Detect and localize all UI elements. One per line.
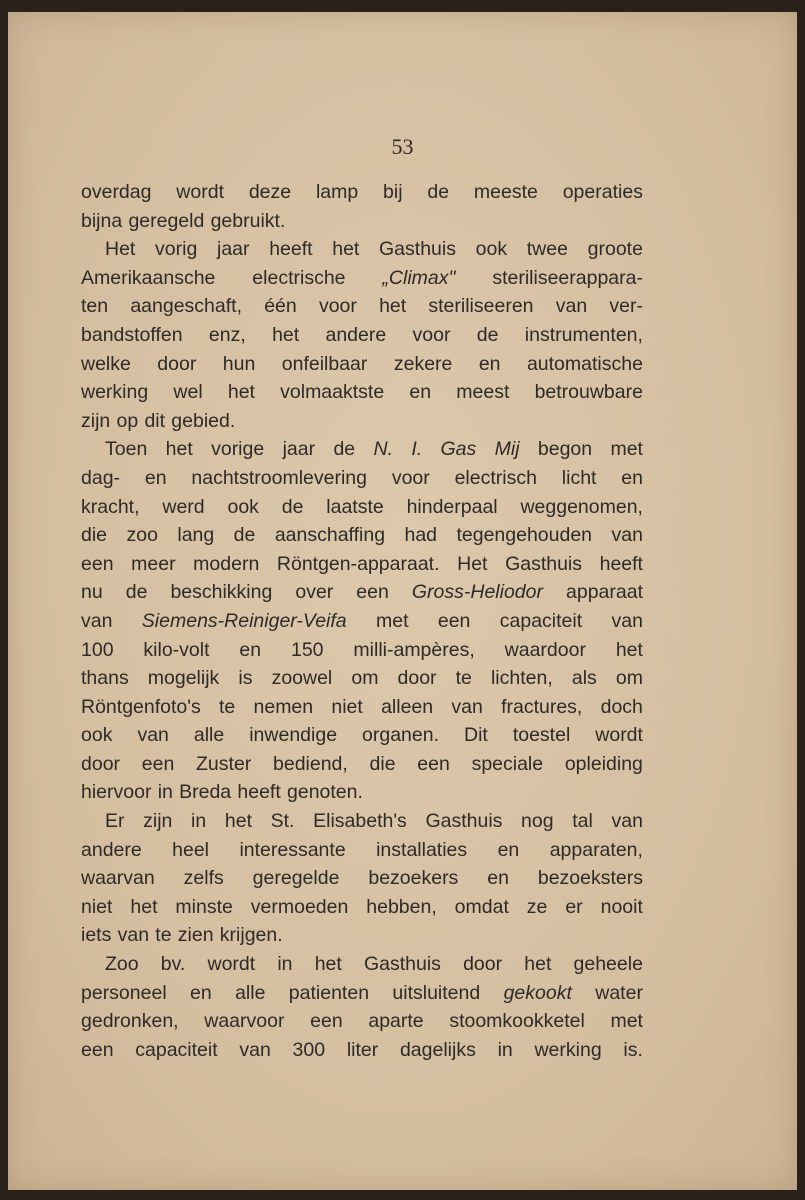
word: om xyxy=(615,667,643,690)
word: bezoekers xyxy=(368,867,459,890)
word: van xyxy=(555,295,588,318)
word: Zoo xyxy=(105,953,139,976)
word: zoo xyxy=(126,524,158,547)
paragraph xyxy=(81,807,643,950)
word: Amerikaansche xyxy=(81,266,216,289)
word: fractures, xyxy=(501,695,583,718)
text-line xyxy=(81,493,643,522)
word: jaar xyxy=(282,438,316,461)
word: alleen xyxy=(381,695,434,718)
word: twee xyxy=(526,238,568,261)
word: in xyxy=(191,810,207,833)
word: water xyxy=(595,981,643,1004)
word: en xyxy=(497,838,520,861)
word: van xyxy=(611,810,643,833)
word: Dit xyxy=(464,724,488,747)
text-line xyxy=(81,407,643,436)
word: van xyxy=(451,695,483,718)
word: 100 xyxy=(81,638,114,661)
word: aparte xyxy=(368,1010,424,1033)
word: in xyxy=(157,781,173,804)
word: Gasthuis xyxy=(505,552,583,575)
word: ook xyxy=(81,724,113,747)
word: een xyxy=(356,581,389,604)
word: en xyxy=(487,867,509,890)
word: het xyxy=(224,810,252,833)
word: gebruikt. xyxy=(210,209,286,232)
word: geregeld xyxy=(128,209,205,232)
word: meest xyxy=(456,381,510,404)
word: Toen xyxy=(105,438,148,461)
word: heeft xyxy=(599,552,643,575)
paragraph xyxy=(81,178,643,235)
word: wordt xyxy=(595,724,643,747)
text-line xyxy=(81,750,643,779)
word: wordt xyxy=(207,953,256,976)
word: St. xyxy=(270,810,295,833)
word: thans xyxy=(81,667,129,690)
word: kilo-volt xyxy=(143,638,210,661)
word: wel xyxy=(173,381,203,404)
word: Röntgenfoto's xyxy=(81,695,201,718)
word: zijn xyxy=(143,810,173,833)
word: volmaaktste xyxy=(280,381,385,404)
word: Siemens-Reiniger-Veifa xyxy=(141,609,347,632)
word: instrumenten, xyxy=(524,323,643,346)
word: tegengehouden xyxy=(456,524,593,547)
word: uitsluitend xyxy=(392,981,481,1004)
word: kracht, xyxy=(81,495,140,518)
word: licht xyxy=(561,466,597,489)
word: dag- xyxy=(81,466,121,489)
word: „Climax" xyxy=(382,266,456,289)
word: Het xyxy=(105,238,136,261)
word: van xyxy=(239,1038,271,1061)
word: bv. xyxy=(160,953,186,976)
word: als xyxy=(571,667,597,690)
word: ook xyxy=(475,238,508,261)
text-line xyxy=(81,435,643,464)
text-line xyxy=(81,178,643,207)
word: N. xyxy=(373,438,393,461)
word: het xyxy=(524,953,552,976)
word: zien xyxy=(177,924,214,947)
word: zoowel xyxy=(271,667,333,690)
text-line xyxy=(81,693,643,722)
word: een xyxy=(81,552,114,575)
word: milli-ampères, xyxy=(353,638,475,661)
word: inwendige xyxy=(249,724,338,747)
word: in xyxy=(497,1038,513,1061)
word: een xyxy=(141,752,175,775)
word: capaciteit xyxy=(499,609,583,632)
word: nooit xyxy=(600,895,643,918)
word: de xyxy=(476,323,499,346)
word: apparaat xyxy=(566,581,643,604)
word: omdat xyxy=(454,895,509,918)
word: om xyxy=(351,667,379,690)
word: en xyxy=(409,381,432,404)
text-line xyxy=(81,292,643,321)
word: waarvoor xyxy=(204,1010,285,1033)
text-line xyxy=(81,893,643,922)
word: krijgen. xyxy=(219,924,283,947)
word: de xyxy=(233,524,256,547)
word: Breda xyxy=(179,781,232,804)
word: Er xyxy=(105,810,125,833)
word: weggenomen, xyxy=(520,495,643,518)
word: personeel xyxy=(81,981,167,1004)
word: Gasthuis xyxy=(425,810,503,833)
word: onfeilbaar xyxy=(281,352,368,375)
word: een xyxy=(81,1038,114,1061)
word: ver- xyxy=(609,295,643,318)
word: van xyxy=(117,924,150,947)
word: capaciteit xyxy=(135,1038,218,1061)
word: doch xyxy=(600,695,643,718)
word: alle xyxy=(235,981,266,1004)
word: gedronken, xyxy=(81,1010,179,1033)
word: een xyxy=(310,1010,343,1033)
word: begon xyxy=(537,438,593,461)
word: werking xyxy=(81,381,149,404)
paragraph xyxy=(81,435,643,807)
text-line xyxy=(81,836,643,865)
word: nachtstroomlevering xyxy=(191,466,367,489)
word: beschikking xyxy=(170,581,273,604)
word: met xyxy=(610,438,643,461)
word: is xyxy=(238,667,253,690)
text-line xyxy=(81,950,643,979)
text-line xyxy=(81,721,643,750)
word: de xyxy=(125,581,148,604)
word: te xyxy=(218,695,236,718)
word: interessante xyxy=(239,838,346,861)
word: andere xyxy=(81,838,142,861)
word: welke xyxy=(81,352,131,375)
word: 150 xyxy=(290,638,324,661)
paragraph xyxy=(81,235,643,435)
word: het xyxy=(165,438,193,461)
word: er xyxy=(565,895,583,918)
word: het xyxy=(379,295,407,318)
word: van xyxy=(611,609,643,632)
word: meer xyxy=(131,552,176,575)
word: steriliseeren xyxy=(428,295,534,318)
word: voor xyxy=(391,466,430,489)
word: tal xyxy=(572,810,593,833)
text-line xyxy=(81,921,643,950)
text-line xyxy=(81,264,643,293)
word: en xyxy=(144,466,167,489)
word: lang xyxy=(177,524,215,547)
text-line xyxy=(81,979,643,1008)
word: dagelijks xyxy=(399,1038,476,1061)
word: en xyxy=(239,638,262,661)
word: de xyxy=(427,181,450,203)
word: geregelde xyxy=(252,867,340,890)
paragraph xyxy=(81,950,643,1064)
word: één xyxy=(264,295,297,318)
body-text xyxy=(81,178,643,1064)
text-line xyxy=(81,864,643,893)
word: door xyxy=(463,953,503,976)
word: andere xyxy=(325,323,387,346)
word: electrische xyxy=(252,266,346,289)
word: op xyxy=(116,409,139,432)
text-line xyxy=(81,550,643,579)
page-number: 53 xyxy=(391,134,414,159)
word: liter xyxy=(346,1038,379,1061)
text-line xyxy=(81,636,643,665)
word: voor xyxy=(412,323,451,346)
word: zelfs xyxy=(183,867,224,890)
word: bandstoffen xyxy=(81,323,183,346)
word: van xyxy=(611,524,643,547)
word: meeste xyxy=(473,181,538,203)
word: toestel xyxy=(512,724,571,747)
word: werking xyxy=(534,1038,602,1061)
word: gebied. xyxy=(171,409,236,432)
text-line xyxy=(81,607,643,636)
word: zijn xyxy=(81,409,111,432)
word: opleiding xyxy=(564,752,643,775)
word: alle xyxy=(193,724,225,747)
text-line xyxy=(81,1036,643,1065)
word: van xyxy=(81,609,113,632)
word: Gasthuis xyxy=(363,953,441,976)
word: is. xyxy=(623,1038,643,1061)
word: gekookt xyxy=(503,981,572,1004)
word: te xyxy=(455,667,472,690)
word: een xyxy=(417,752,450,775)
word: modern xyxy=(193,552,260,575)
word: een xyxy=(437,609,471,632)
word: en xyxy=(190,981,212,1004)
word: Mij xyxy=(494,438,520,461)
word: aanschaffing xyxy=(274,524,386,547)
text-line xyxy=(81,664,643,693)
word: en xyxy=(621,466,643,489)
text-line xyxy=(81,464,643,493)
word: minste xyxy=(175,895,233,918)
word: wordt xyxy=(176,181,224,203)
word: te xyxy=(155,924,172,947)
word: waarvan xyxy=(81,867,155,890)
word: laatste xyxy=(326,495,384,518)
word: bediend, xyxy=(273,752,348,775)
word: hebben, xyxy=(366,895,437,918)
text-line xyxy=(81,1007,643,1036)
word: mogelijk xyxy=(147,667,220,690)
word: en xyxy=(478,352,501,375)
word: Gross-Heliodor xyxy=(411,581,543,604)
word: met xyxy=(610,1010,643,1033)
word: vermoeden xyxy=(250,895,349,918)
text-line xyxy=(81,207,643,236)
word: had xyxy=(404,524,438,547)
word: iets xyxy=(81,924,112,947)
word: nemen xyxy=(253,695,314,718)
word: over xyxy=(295,581,334,604)
word: 300 xyxy=(292,1038,326,1061)
word: hun xyxy=(222,352,256,375)
text-line xyxy=(81,778,643,807)
word: de xyxy=(333,438,356,461)
word: groote xyxy=(587,238,643,261)
word: voor xyxy=(318,295,357,318)
word: nog xyxy=(521,810,554,833)
word: niet xyxy=(331,695,363,718)
word: electrisch xyxy=(454,466,537,489)
word: zekere xyxy=(393,352,453,375)
word: van xyxy=(137,724,169,747)
word: genoten. xyxy=(287,781,363,804)
word: bij xyxy=(383,181,403,203)
text-line xyxy=(81,350,643,379)
word: lichten, xyxy=(490,667,553,690)
word: Elisabeth's xyxy=(313,810,407,833)
word: Röntgen-apparaat. xyxy=(276,552,440,575)
word: stoomkookketel xyxy=(449,1010,585,1033)
word: de xyxy=(281,495,304,518)
word: betrouwbare xyxy=(534,381,643,404)
word: enz, xyxy=(208,323,246,346)
word: lamp xyxy=(315,181,359,203)
word: die xyxy=(81,524,108,547)
word: jaar xyxy=(216,238,250,261)
word: het xyxy=(314,953,342,976)
word: het xyxy=(130,895,158,918)
word: het xyxy=(332,238,360,261)
text-line xyxy=(81,235,643,264)
word: overdag xyxy=(81,181,152,203)
word: bezoeksters xyxy=(537,867,643,890)
word: geheele xyxy=(573,953,643,976)
word: heel xyxy=(172,838,210,861)
word: steriliseerappara- xyxy=(492,266,643,289)
word: het xyxy=(272,323,300,346)
word: door xyxy=(157,352,197,375)
word: door xyxy=(81,752,121,775)
word: ten xyxy=(81,295,109,318)
word: speciale xyxy=(471,752,544,775)
word: het xyxy=(227,381,255,404)
word: niet xyxy=(81,895,113,918)
word: Zuster xyxy=(196,752,252,775)
word: waardoor xyxy=(504,638,586,661)
word: installaties xyxy=(376,838,468,861)
word: Gasthuis xyxy=(379,238,456,261)
text-line xyxy=(81,378,643,407)
word: dit xyxy=(144,409,166,432)
word: nu xyxy=(81,581,103,604)
word: vorige xyxy=(211,438,265,461)
word: in xyxy=(277,953,293,976)
word: werd xyxy=(162,495,205,518)
word: hiervoor xyxy=(81,781,152,804)
word: bijna xyxy=(81,209,123,232)
text-line xyxy=(81,807,643,836)
word: aangeschaft, xyxy=(130,295,242,318)
word: heeft xyxy=(237,781,281,804)
word: vorig xyxy=(155,238,198,261)
word: Gas xyxy=(440,438,477,461)
word: organen. xyxy=(362,724,440,747)
word: heeft xyxy=(269,238,313,261)
text-line xyxy=(81,321,643,350)
word: I. xyxy=(411,438,423,461)
word: ook xyxy=(227,495,259,518)
text-line xyxy=(81,521,643,550)
book-page xyxy=(8,12,797,1190)
word: apparaten, xyxy=(549,838,643,861)
word: door xyxy=(397,667,437,690)
word: met xyxy=(376,609,409,632)
word: die xyxy=(369,752,396,775)
word: deze xyxy=(248,181,292,203)
text-line xyxy=(81,578,643,607)
word: operaties xyxy=(562,181,643,203)
word: Het xyxy=(457,552,488,575)
word: het xyxy=(615,638,643,661)
word: hinderpaal xyxy=(406,495,498,518)
word: automatische xyxy=(526,352,643,375)
word: patienten xyxy=(288,981,370,1004)
word: ze xyxy=(526,895,548,918)
